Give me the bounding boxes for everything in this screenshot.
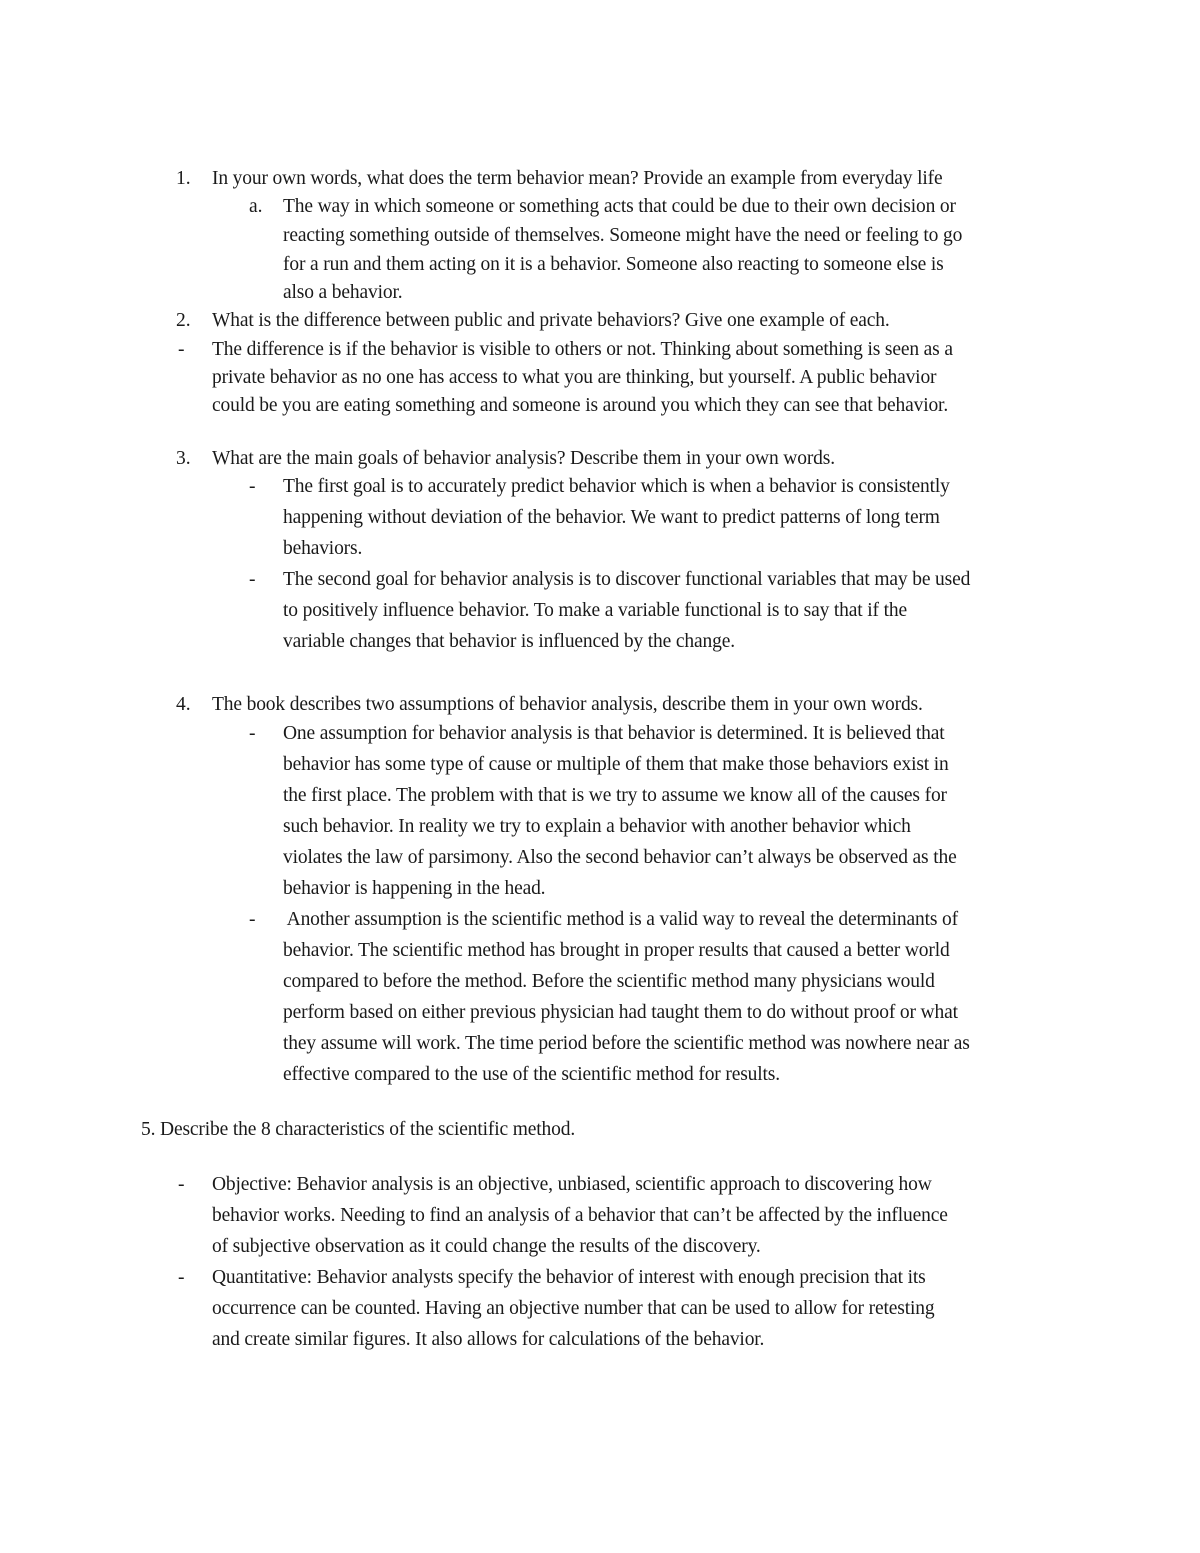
- q4-bullet-line: behavior is happening in the head.: [283, 878, 546, 899]
- q5-bullet-line: Objective: Behavior analysis is an objective, unbiased, scientific approach to discovering how: [212, 1174, 932, 1195]
- q5-bullet-marker: -: [178, 1174, 185, 1195]
- q5-question: 5. Describe the 8 characteristics of the scientific method.: [141, 1119, 576, 1140]
- q4-bullet-line: violates the law of parsimony. Also the second behavior can’t always be observed as the: [283, 847, 957, 868]
- q4-bullet-line: such behavior. In reality we try to explain a behavior with another behavior which: [283, 816, 911, 837]
- q1-answer-line: reacting something outside of themselves. Someone might have the need or feeling to go: [283, 225, 963, 246]
- q4-bullet-line: behavior has some type of cause or multiple of them that make those behaviors exist in: [283, 754, 949, 775]
- q4-number: 4.: [176, 694, 191, 715]
- q3-bullet-line: behaviors.: [283, 538, 363, 559]
- q4-bullet-marker: -: [249, 909, 256, 930]
- q4-bullet-line: Another assumption is the scientific method is a valid way to reveal the determinants of: [283, 909, 958, 930]
- q1-question: In your own words, what does the term behavior mean? Provide an example from everyday life: [212, 168, 943, 189]
- q1-answer-line: for a run and them acting on it is a behavior. Someone also reacting to someone else is: [283, 254, 944, 275]
- q5-bullet-line: behavior works. Needing to find an analysis of a behavior that can’t be affected by the influence: [212, 1205, 948, 1226]
- q4-bullet-line: effective compared to the use of the scientific method for results.: [283, 1064, 780, 1085]
- q3-bullet-marker: -: [249, 569, 256, 590]
- q3-question: What are the main goals of behavior analysis? Describe them in your own words.: [212, 448, 835, 469]
- q2-answer-line: private behavior as no one has access to what you are thinking, but yourself. A public behavior: [212, 367, 937, 388]
- q4-bullet-line: One assumption for behavior analysis is that behavior is determined. It is believed that: [283, 723, 945, 744]
- q5-bullet-line: and create similar figures. It also allows for calculations of the behavior.: [212, 1329, 765, 1350]
- q4-bullet-line: perform based on either previous physician had taught them to do without proof or what: [283, 1002, 958, 1023]
- q2-number: 2.: [176, 310, 191, 331]
- q3-bullet-line: to positively influence behavior. To make a variable functional is to say that if the: [283, 600, 907, 621]
- q2-answer-line: The difference is if the behavior is visible to others or not. Thinking about something is seen as a: [212, 339, 953, 360]
- q4-bullet-line: behavior. The scientific method has brought in proper results that caused a better world: [283, 940, 950, 961]
- q3-bullet-line: variable changes that behavior is influenced by the change.: [283, 631, 735, 652]
- q3-number: 3.: [176, 448, 191, 469]
- q4-bullet-line: the first place. The problem with that is we try to assume we know all of the causes for: [283, 785, 947, 806]
- q2-answer-line: could be you are eating something and someone is around you which they can see that behavior.: [212, 395, 949, 416]
- q4-question: The book describes two assumptions of behavior analysis, describe them in your own words.: [212, 694, 923, 715]
- q1-answer-line: also a behavior.: [283, 282, 403, 303]
- q4-bullet-line: they assume will work. The time period before the scientific method was nowhere near as: [283, 1033, 970, 1054]
- q5-bullet-line: occurrence can be counted. Having an objective number that can be used to allow for retesting: [212, 1298, 935, 1319]
- q4-bullet-marker: -: [249, 723, 256, 744]
- q4-bullet-line: compared to before the method. Before the scientific method many physicians would: [283, 971, 935, 992]
- q2-answer-marker: -: [178, 339, 185, 360]
- q5-bullet-line: of subjective observation as it could change the results of the discovery.: [212, 1236, 761, 1257]
- q3-bullet-line: happening without deviation of the behavior. We want to predict patterns of long term: [283, 507, 940, 528]
- q3-bullet-marker: -: [249, 476, 256, 497]
- q5-bullet-line: Quantitative: Behavior analysts specify the behavior of interest with enough precision that its: [212, 1267, 926, 1288]
- q1-number: 1.: [176, 168, 191, 189]
- q3-bullet-line: The second goal for behavior analysis is to discover functional variables that may be used: [283, 569, 971, 590]
- q5-bullet-marker: -: [178, 1267, 185, 1288]
- q1-answer-line: The way in which someone or something acts that could be due to their own decision or: [283, 196, 956, 217]
- q1-answer-marker: a.: [249, 196, 263, 217]
- q2-question: What is the difference between public and private behaviors? Give one example of each.: [212, 310, 890, 331]
- q3-bullet-line: The first goal is to accurately predict behavior which is when a behavior is consistently: [283, 476, 950, 497]
